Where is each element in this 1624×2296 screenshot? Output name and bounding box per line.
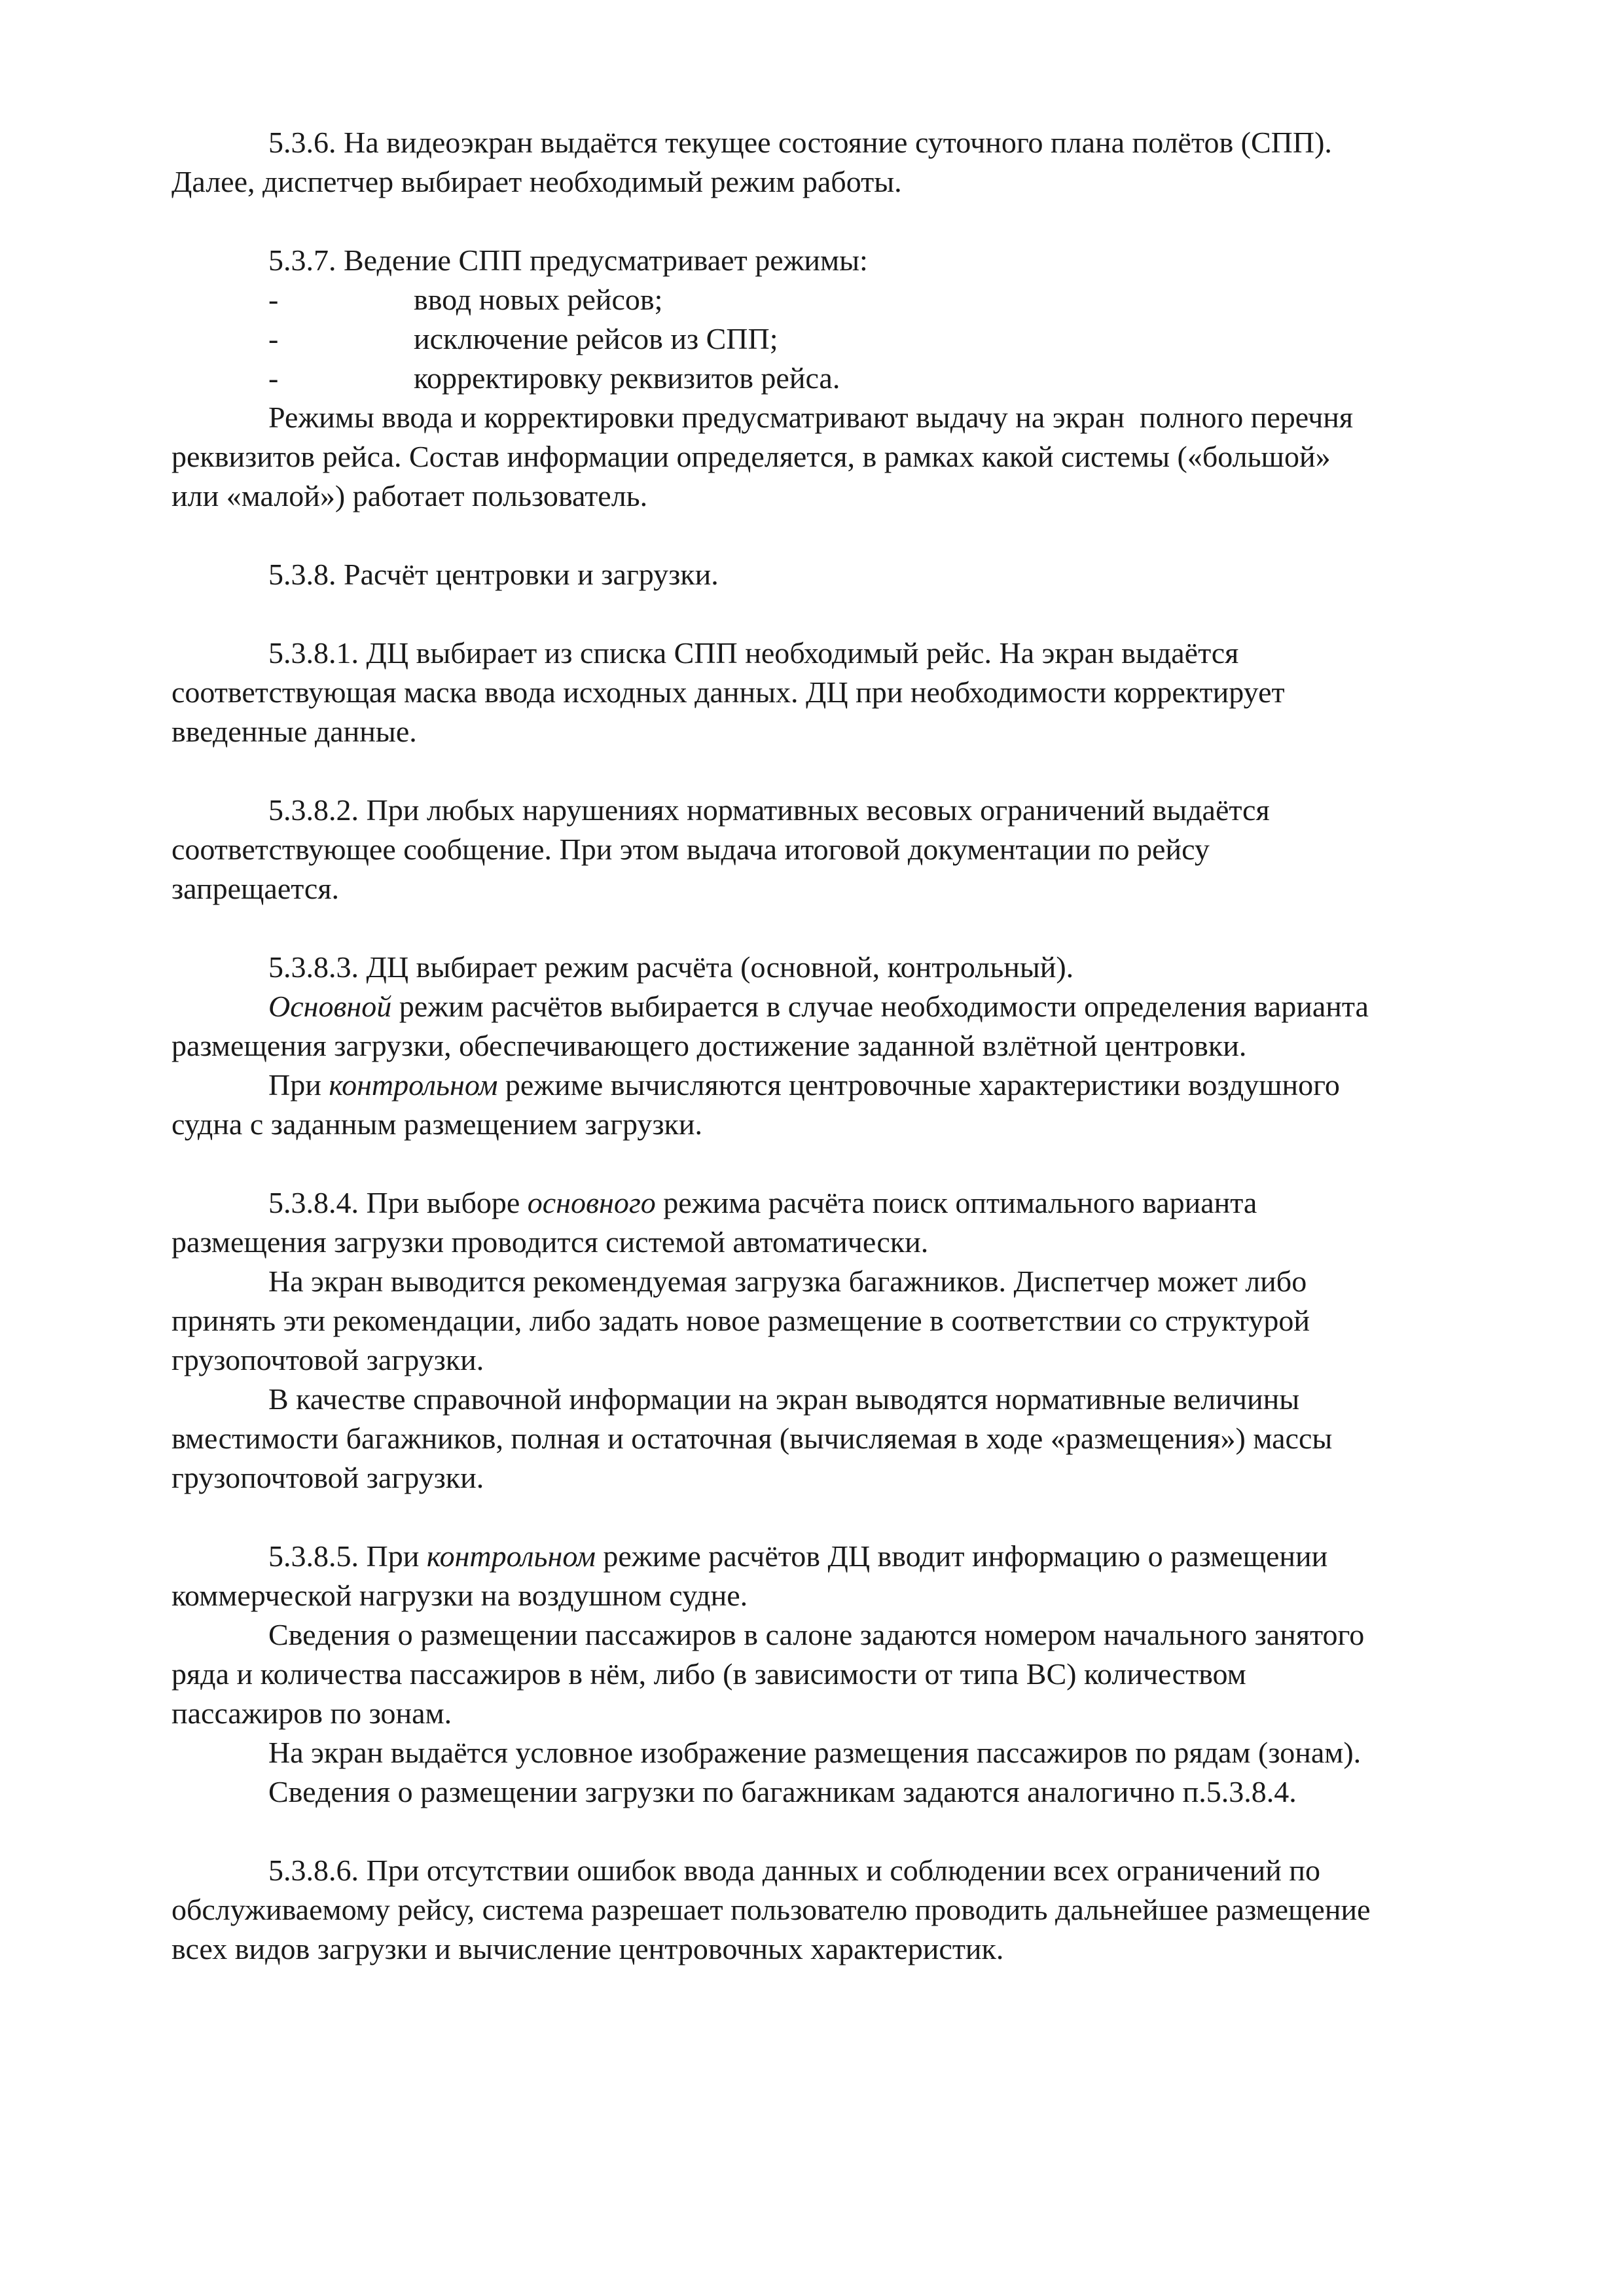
text-line: размещения загрузки проводится системой автоматически. xyxy=(171,1225,929,1259)
italic-term: контрольном xyxy=(329,1068,498,1102)
text-run: режима расчёта поиск оптимального варианта xyxy=(655,1186,1257,1219)
document-body xyxy=(171,123,1474,1969)
list-item xyxy=(171,280,1474,319)
list-item-text: корректировку реквизитов рейса. xyxy=(414,361,840,395)
text-line: Сведения о размещении пассажиров в салоне задаются номером начального занятого xyxy=(268,1618,1365,1651)
text-run: При xyxy=(268,1068,329,1102)
paragraph-5-3-8-1 xyxy=(171,634,1474,751)
text-line: 5.3.8.3. ДЦ выбирает режим расчёта (основной, контрольный). xyxy=(268,950,1074,984)
text-line: 5.3.6. На видеоэкран выдаётся текущее состояние суточного плана полётов (СПП). xyxy=(268,126,1332,159)
text-run: режиме вычисляются центровочные характеристики воздушного xyxy=(497,1068,1340,1102)
section-heading: 5.3.8. Расчёт центровки и загрузки. xyxy=(268,558,719,591)
paragraph-5-3-8-5 xyxy=(171,1537,1474,1812)
text-line: ряда и количества пассажиров в нём, либо (в зависимости от типа ВС) количеством xyxy=(171,1657,1246,1691)
list-item xyxy=(171,319,1474,359)
text-line: 5.3.8.2. При любых нарушениях нормативных весовых ограничений выдаётся xyxy=(268,793,1270,827)
text-line: На экран выводится рекомендуемая загрузка багажников. Диспетчер может либо xyxy=(268,1265,1307,1298)
text-run: 5.3.8.5. При xyxy=(268,1539,427,1573)
text-line: В качестве справочной информации на экран выводятся нормативные величины xyxy=(268,1382,1300,1416)
text-line xyxy=(171,987,1474,1026)
italic-term: контрольном xyxy=(426,1539,596,1573)
text-line: обслуживаемому рейсу, система разрешает пользователю проводить дальнейшее размещение xyxy=(171,1893,1371,1926)
paragraph-5-3-8-3 xyxy=(171,948,1474,1144)
text-line: грузопочтовой загрузки. xyxy=(171,1343,484,1376)
text-line xyxy=(171,1537,1474,1576)
text-line: Режимы ввода и корректировки предусматривают выдачу на экран полного перечня xyxy=(268,401,1353,434)
text-run: режим расчётов выбирается в случае необходимости определения варианта xyxy=(391,990,1369,1023)
list-item-text: ввод новых рейсов; xyxy=(414,283,663,316)
text-line: соответствующая маска ввода исходных данных. ДЦ при необходимости корректирует xyxy=(171,675,1285,709)
text-line xyxy=(171,1183,1474,1223)
paragraph-5-3-7 xyxy=(171,241,1474,516)
paragraph-5-3-8-6 xyxy=(171,1851,1474,1969)
text-run: режиме расчётов ДЦ вводит информацию о размещении xyxy=(595,1539,1328,1573)
text-line xyxy=(171,1066,1474,1105)
text-line: принять эти рекомендации, либо задать новое размещение в соответствии со структурой xyxy=(171,1304,1310,1337)
text-line: пассажиров по зонам. xyxy=(171,1696,452,1730)
paragraph-5-3-8-4 xyxy=(171,1183,1474,1498)
text-line: запрещается. xyxy=(171,872,340,905)
text-line: всех видов загрузки и вычисление центровочных характеристик. xyxy=(171,1932,1004,1965)
text-line: или «малой») работает пользователь. xyxy=(171,479,648,512)
text-line: реквизитов рейса. Состав информации определяется, в рамках какой системы («большой» xyxy=(171,440,1331,473)
list-item-text: исключение рейсов из СПП; xyxy=(414,322,778,355)
list-dash: - xyxy=(268,361,279,395)
text-line: грузопочтовой загрузки. xyxy=(171,1461,484,1494)
text-line: На экран выдаётся условное изображение размещения пассажиров по рядам (зонам). xyxy=(268,1736,1362,1769)
text-run: 5.3.8.4. При выборе xyxy=(268,1186,528,1219)
list-item xyxy=(171,359,1474,398)
italic-term: Основной xyxy=(268,990,392,1023)
text-line: 5.3.7. Ведение СПП предусматривает режимы: xyxy=(268,243,868,277)
list-dash: - xyxy=(268,283,279,316)
text-line: введенные данные. xyxy=(171,715,417,748)
text-line: вместимости багажников, полная и остаточная (вычисляемая в ходе «размещения») массы xyxy=(171,1422,1333,1455)
text-line: 5.3.8.1. ДЦ выбирает из списка СПП необходимый рейс. На экран выдаётся xyxy=(268,636,1239,670)
paragraph-5-3-8 xyxy=(171,555,1474,594)
list-dash: - xyxy=(268,322,279,355)
text-line: Далее, диспетчер выбирает необходимый режим работы. xyxy=(171,165,902,198)
text-line: соответствующее сообщение. При этом выдача итоговой документации по рейсу xyxy=(171,833,1210,866)
text-line: судна с заданным размещением загрузки. xyxy=(171,1107,702,1141)
text-line: 5.3.8.6. При отсутствии ошибок ввода данных и соблюдении всех ограничений по xyxy=(268,1854,1320,1887)
text-line: коммерческой нагрузки на воздушном судне. xyxy=(171,1579,748,1612)
text-line: Сведения о размещении загрузки по багажникам задаются аналогично п.5.3.8.4. xyxy=(268,1775,1297,1808)
italic-term: основного xyxy=(527,1186,656,1219)
paragraph-5-3-8-2 xyxy=(171,791,1474,908)
paragraph-5-3-6 xyxy=(171,123,1474,202)
text-line: размещения загрузки, обеспечивающего достижение заданной взлётной центровки. xyxy=(171,1029,1247,1062)
